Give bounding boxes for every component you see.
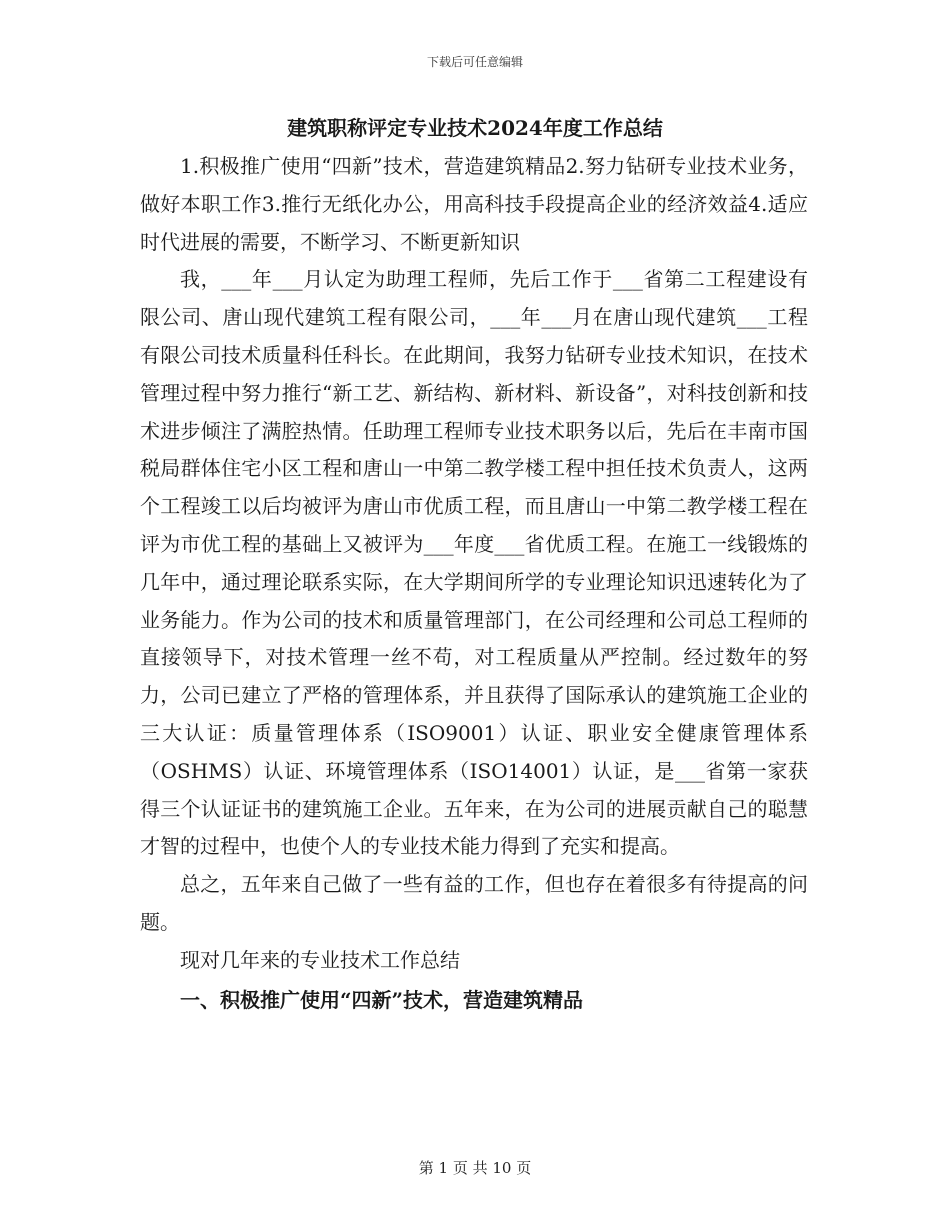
document-title: 建筑职称评定专业技术2024年度工作总结 — [287, 116, 663, 140]
paragraph-conclusion: 总之，五年来自己做了一些有益的工作，但也存在着很多有待提高的问题。 — [140, 872, 808, 934]
page-header: 下载后可任意编辑 — [426, 55, 523, 69]
paragraph-intro-summary: 现对几年来的专业技术工作总结 — [180, 947, 460, 972]
document-body — [140, 148, 808, 1019]
section-heading: 一、积极推广使用“四新”技术，营造建筑精品 — [180, 987, 584, 1012]
page-number: 第 1 页 共 10 页 — [418, 1159, 532, 1177]
paragraph-work-history: 我，___年___月认定为助理工程师，先后工作于___省第二工程建设有限公司、唐山现代建筑工程有限公司，___年___月在唐山现代建筑___工程有限公司技术质量科任科长。在此期间，我努力钻研专业技术知识，在技术管理过程中努力推行“新工艺、新结构、新材料、新设备”，对科技创新和技术进步倾注了满腔热情。任助理工程师专业技术职务以后，先后在丰南市国税局群体住宅小区工程和唐山一中第二教学楼工程中担任技术负责人，这两个工程竣工以后均被评为唐山市优质工程，而且唐山一中第二教学楼工程在评为市优工程的基础上又被评为___年度___省优质工程。在施工一线锻炼的几年中，通过理论联系实际，在大学期间所学的专业理论知识迅速转化为了业务能力。作为公司的技术和质量管理部门，在公司经理和公司总工程师的直接领导下，对技术管理一丝不苟，对工程质量从严控制。经过数年的努力，公司已建立了严格的管理体系，并且获得了国际承认的建筑施工企业的三大认证：质量管理体系（ISO9001）认证、职业安全健康管理体系（OSHMS）认证、环境管理体系（ISO14001）认证，是___省第一家获得三个认证证书的建筑施工企业。五年来，在为公司的进展贡献自己的聪慧才智的过程中，也使个人的专业技术能力得到了充实和提高。 — [140, 267, 808, 859]
paragraph-summary-list: 1.积极推广使用“四新”技术，营造建筑精品2.努力钻研专业技术业务，做好本职工作3.推行无纸化办公，用高科技手段提高企业的经济效益4.适应时代进展的需要，不断学习、不断更新知识 — [140, 154, 808, 254]
